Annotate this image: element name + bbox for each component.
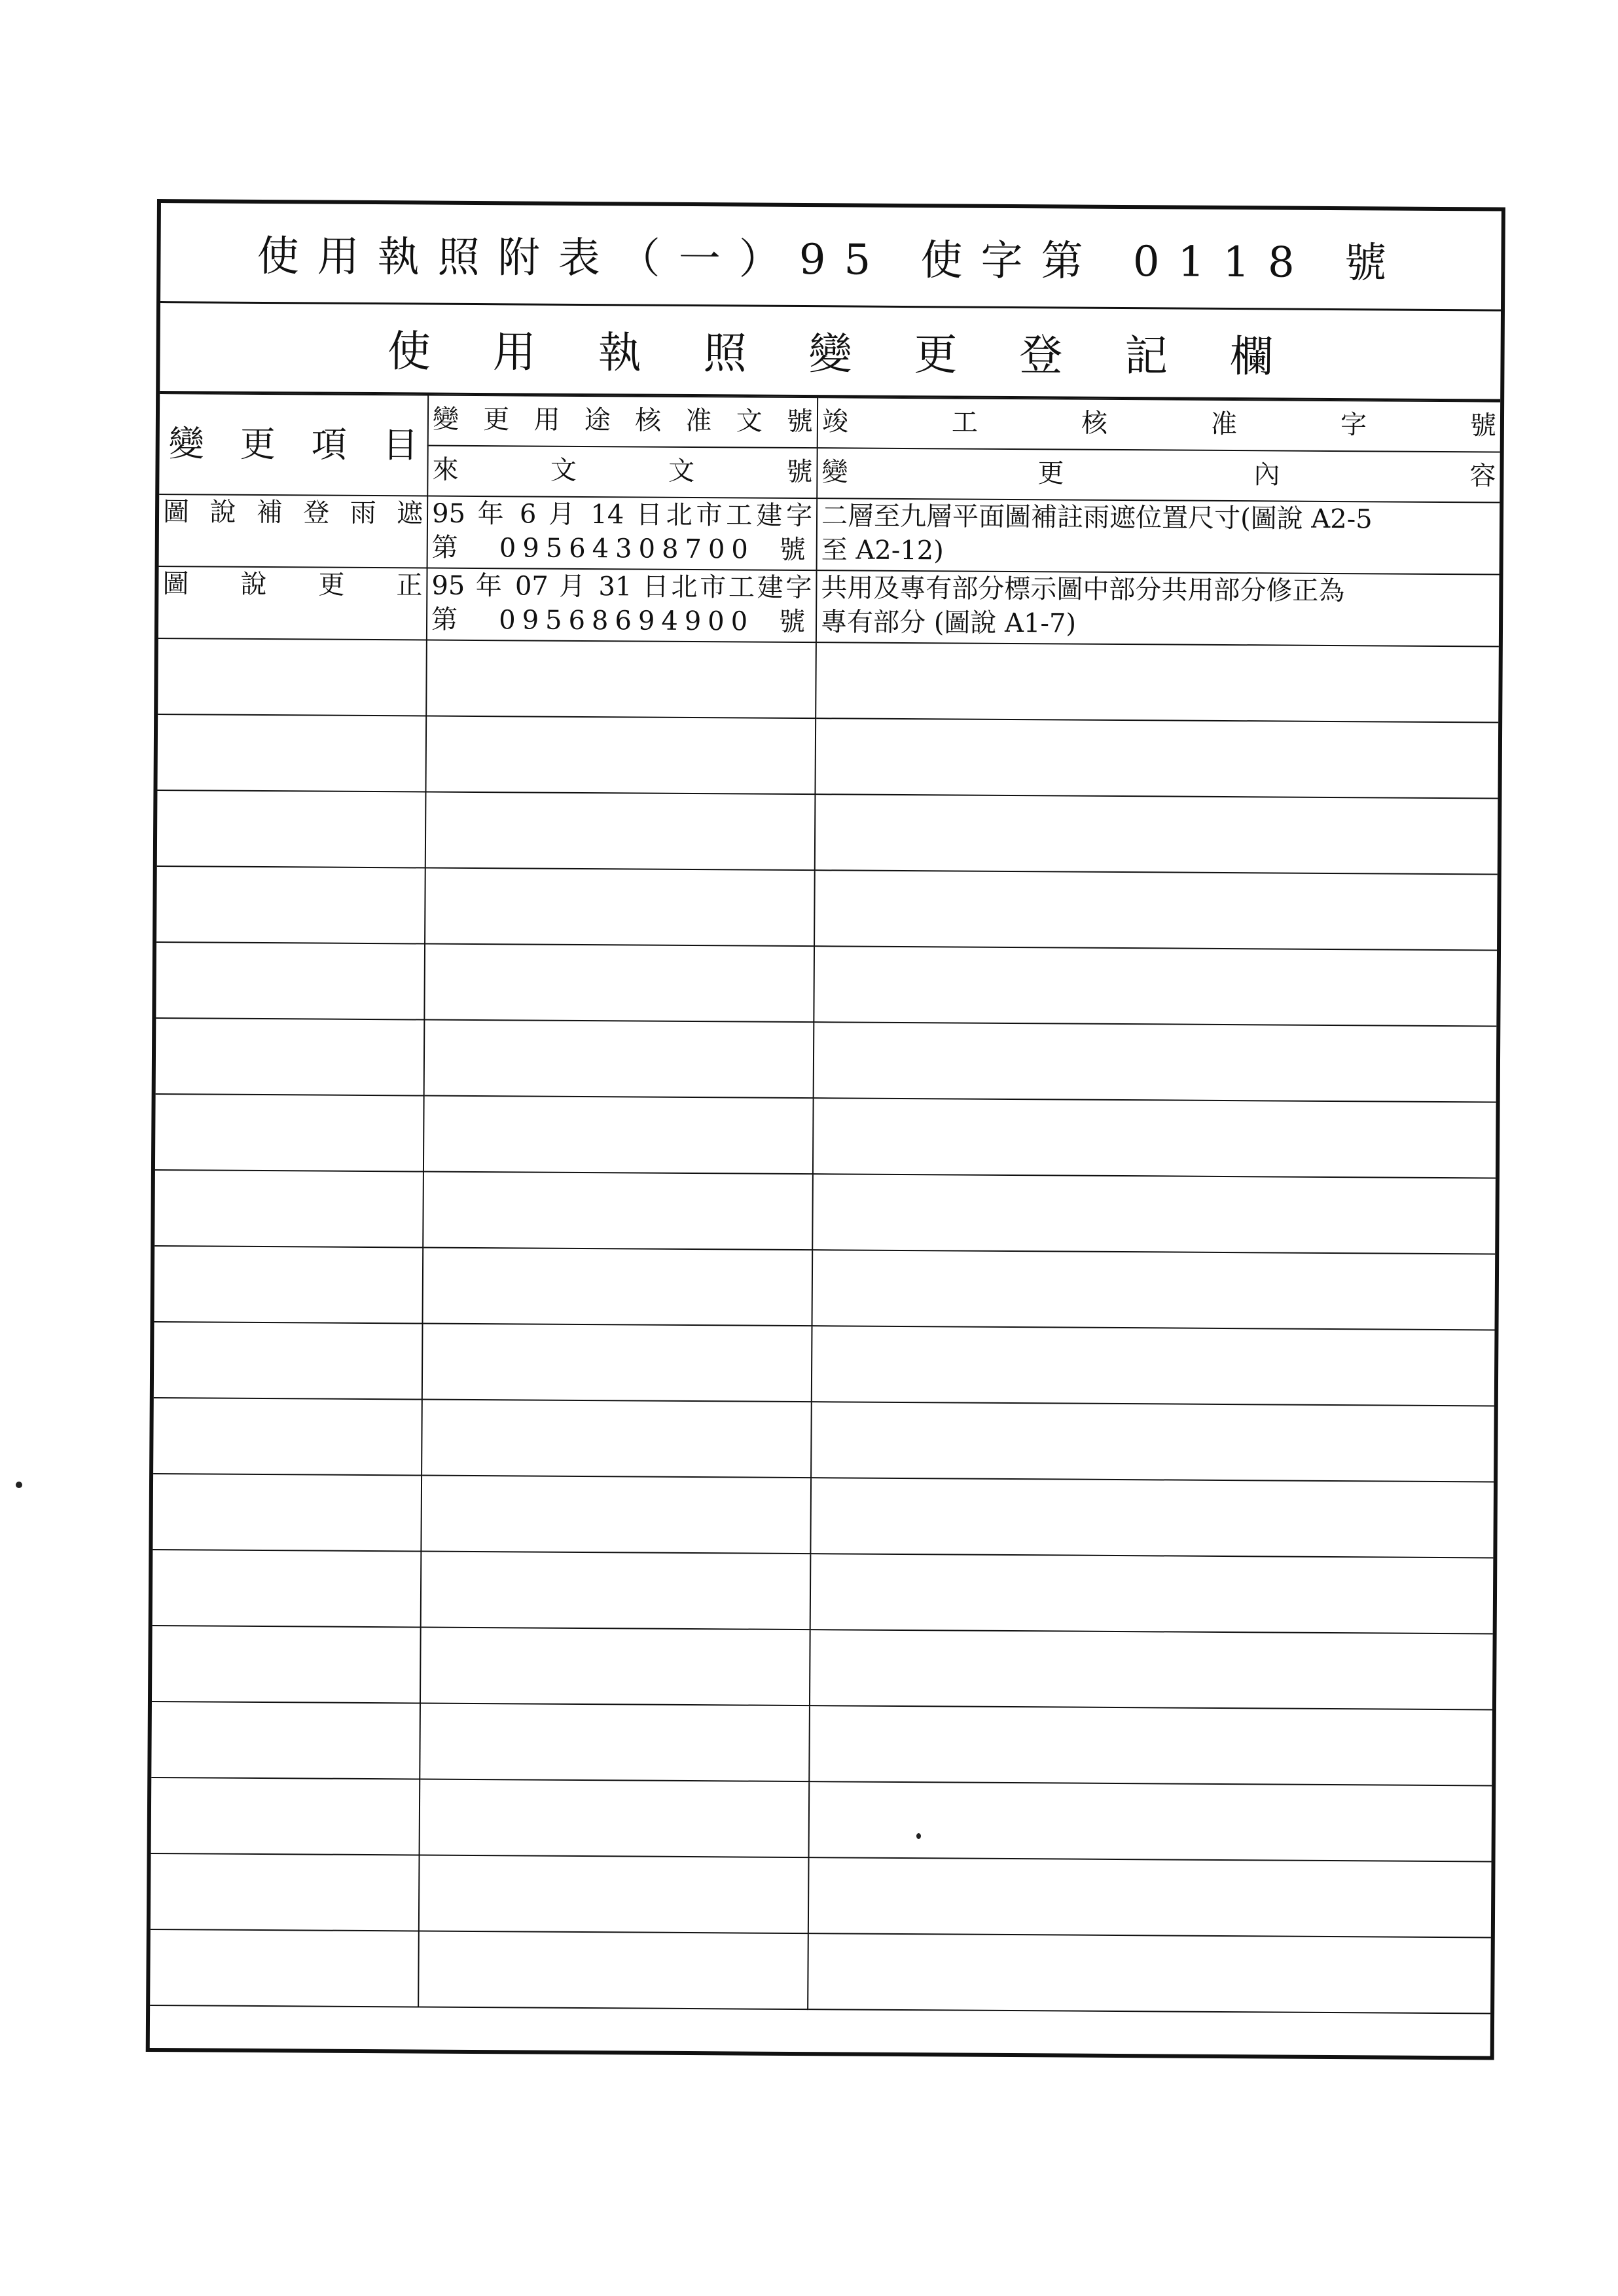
empty-row — [151, 1702, 1492, 1786]
empty-cell — [423, 1172, 813, 1250]
subtitle-char: 登 — [1019, 330, 1063, 381]
header-approval-doc-no: 變更用途核准文號 — [428, 395, 818, 448]
header-completion-no: 竣工核准字號 — [818, 397, 1500, 452]
empty-cell — [154, 1322, 423, 1400]
empty-cell — [153, 1550, 422, 1628]
empty-cell — [808, 1933, 1491, 2013]
empty-cell — [421, 1552, 811, 1630]
header-change-content: 變更內容 — [817, 448, 1500, 502]
empty-cell — [421, 1476, 811, 1554]
empty-cell — [811, 1402, 1494, 1482]
empty-row — [150, 1929, 1491, 2014]
table-header-row — [160, 393, 1500, 452]
empty-cell — [809, 1705, 1492, 1785]
scan-speck — [16, 1482, 22, 1488]
subtitle-char: 記 — [1124, 331, 1168, 382]
empty-cell — [425, 716, 816, 795]
subtitle-char: 更 — [914, 329, 958, 380]
empty-cell — [150, 1929, 419, 2007]
empty-cell — [815, 794, 1498, 874]
empty-cell — [424, 944, 814, 1023]
empty-cell — [153, 1398, 422, 1476]
empty-cell — [424, 1020, 814, 1099]
empty-cell — [812, 1174, 1496, 1254]
empty-cell — [419, 1855, 809, 1933]
row-doc-no — [427, 496, 818, 571]
empty-cell — [154, 1170, 423, 1248]
empty-row — [156, 942, 1497, 1027]
form-title: 使用執照附表（一）95 使字第 0118 號 — [257, 232, 1405, 288]
empty-cell — [152, 1626, 421, 1704]
empty-row — [157, 714, 1498, 799]
header-incoming-doc-no: 來文文號 — [427, 446, 817, 499]
empty-cell — [154, 1246, 423, 1324]
empty-cell — [420, 1628, 810, 1706]
empty-cell — [151, 1777, 420, 1855]
empty-cell — [426, 640, 816, 719]
empty-row — [153, 1398, 1494, 1482]
empty-cell — [425, 792, 816, 871]
empty-cell — [810, 1630, 1493, 1709]
subtitle-char: 照 — [703, 328, 747, 379]
empty-cell — [422, 1324, 812, 1402]
row-content-line: 共用及專有部分標示圖中部分共用部分修正為 — [821, 573, 1345, 607]
form-title-row — [160, 203, 1501, 312]
empty-cell — [156, 866, 425, 944]
license-change-form — [146, 199, 1505, 2060]
empty-cell — [156, 942, 425, 1020]
empty-cell — [809, 1781, 1492, 1861]
empty-cell — [808, 1857, 1492, 1937]
empty-cell — [423, 1248, 813, 1326]
empty-row — [153, 1550, 1494, 1634]
subtitle-char: 欄 — [1229, 331, 1274, 382]
row-content-line: 至 A2-12) — [821, 535, 944, 566]
row-item: 圖說更正 — [158, 566, 427, 640]
row-doc-no — [427, 568, 817, 643]
empty-cell — [158, 638, 427, 716]
empty-cell — [151, 1702, 420, 1779]
row-content — [817, 498, 1500, 574]
table-row — [159, 494, 1500, 575]
empty-cell — [423, 1096, 814, 1175]
empty-cell — [812, 1250, 1496, 1330]
subtitle-char: 使 — [387, 326, 431, 377]
row-item: 圖說補登雨遮 — [159, 494, 428, 568]
empty-row — [158, 638, 1499, 723]
empty-cell — [816, 642, 1499, 722]
empty-cell — [153, 1474, 422, 1552]
subtitle-char: 用 — [492, 327, 537, 378]
empty-cell — [812, 1326, 1495, 1406]
empty-row — [154, 1246, 1496, 1330]
empty-row — [154, 1322, 1495, 1406]
empty-row — [153, 1474, 1494, 1558]
scan-speck — [916, 1833, 921, 1839]
empty-cell — [157, 790, 426, 868]
empty-row — [151, 1777, 1492, 1862]
empty-cell — [156, 1018, 425, 1096]
row-content — [816, 570, 1500, 646]
empty-cell — [815, 718, 1498, 798]
empty-cell — [422, 1400, 812, 1478]
empty-row — [151, 1853, 1492, 1938]
empty-row — [154, 1170, 1496, 1254]
empty-cell — [814, 870, 1498, 950]
row-doc-line: 第 09564308700 號 — [431, 532, 812, 566]
subtitle-char: 變 — [808, 329, 852, 380]
empty-cell — [420, 1779, 810, 1857]
empty-cell — [810, 1554, 1494, 1633]
empty-cell — [151, 1853, 420, 1931]
empty-row — [156, 1018, 1497, 1102]
empty-cell — [814, 1022, 1497, 1102]
form-subtitle-row — [160, 301, 1501, 401]
table-row — [158, 566, 1500, 647]
empty-row — [156, 866, 1498, 951]
header-change-item: 變更項目 — [159, 393, 428, 496]
empty-cell — [157, 714, 426, 792]
row-doc-line: 95 年 07 月 31 日北市工建字 — [431, 570, 812, 604]
empty-row — [152, 1626, 1493, 1710]
empty-cell — [155, 1094, 424, 1172]
row-doc-line: 第 09568694900 號 — [431, 604, 812, 638]
empty-cell — [425, 868, 815, 947]
empty-cell — [814, 946, 1497, 1026]
empty-row — [157, 790, 1498, 875]
empty-cell — [813, 1098, 1496, 1178]
empty-cell — [418, 1931, 808, 2009]
row-doc-line: 95 年 6 月 14 日北市工建字 — [431, 498, 813, 532]
empty-cell — [810, 1478, 1494, 1558]
row-content-line: 二層至九層平面圖補註雨遮位置尺寸(圖說 A2-5 — [821, 501, 1373, 535]
row-content-line: 專有部分 (圖說 A1-7) — [820, 607, 1077, 639]
empty-cell — [420, 1703, 810, 1781]
subtitle-char: 執 — [598, 327, 642, 378]
change-record-table — [150, 393, 1500, 2014]
empty-row — [155, 1094, 1496, 1178]
